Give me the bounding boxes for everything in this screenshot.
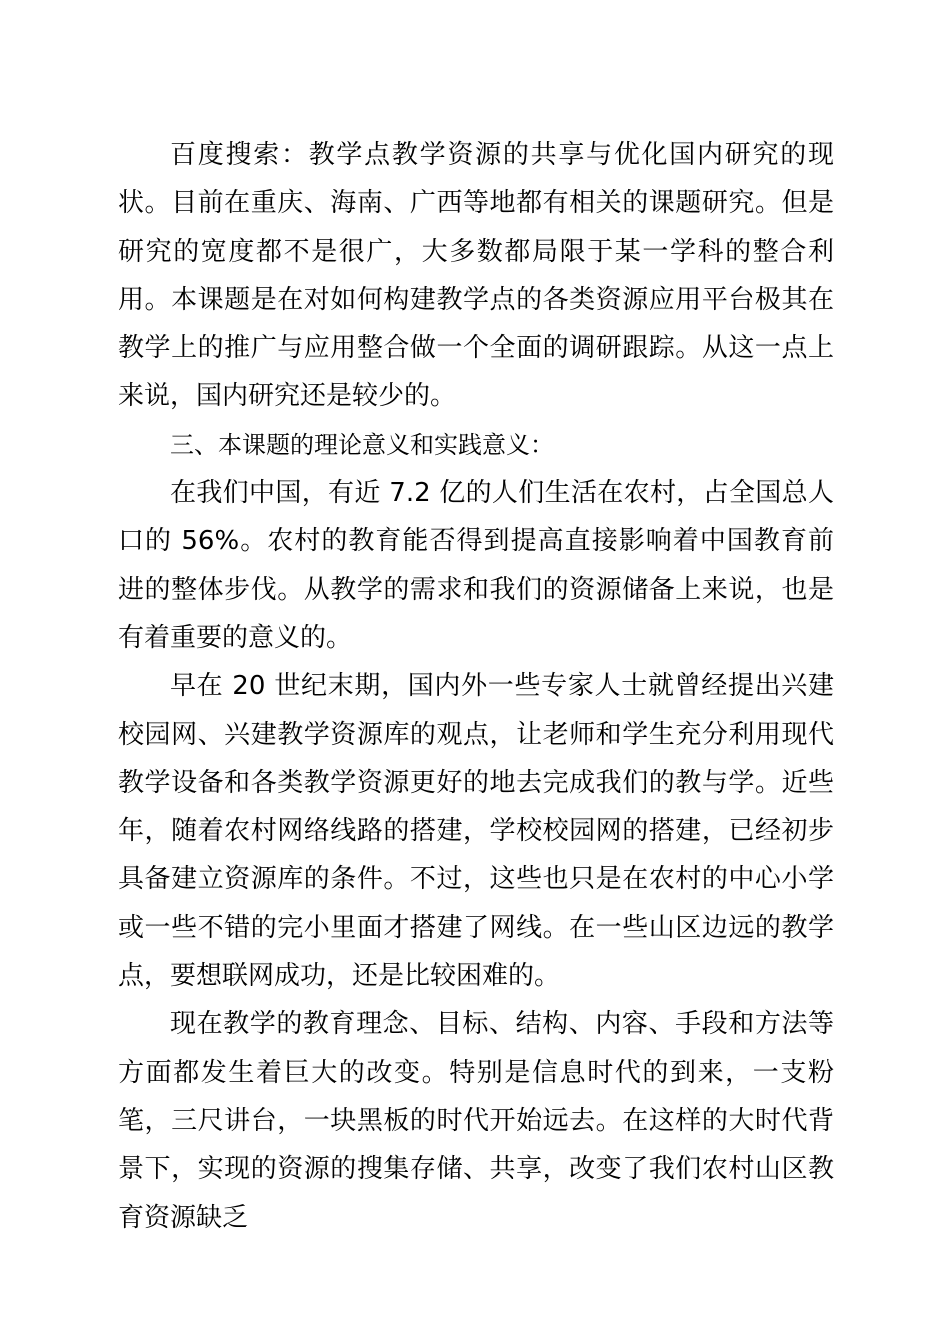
document-body bbox=[118, 131, 834, 1242]
section-heading-significance: 三、本课题的理论意义和实践意义： bbox=[170, 430, 554, 459]
paragraph-domestic-research-status: 百度搜索：教学点教学资源的共享与优化国内研究的现状。目前在重庆、海南、广西等地都有相关的课题研究。但是研究的宽度都不是很广，大多数都局限于某一学科的整合利用。本课题是在对如何构建教学点的各类资源应用平台极其在教学上的推广与应用整合做一个全面的调研跟踪。从这一点上来说，国内研究还是较少的。 bbox=[118, 140, 834, 412]
paragraph-rural-population: 在我们中国，有近 7.2 亿的人们生活在农村，占全国总人口的 56%。农村的教育能否得到提高直接影响着中国教育前进的整体步伐。从教学的需求和我们的资源储备上来说，也是有着重要的意义的。 bbox=[118, 478, 834, 653]
paragraph-education-change: 现在教学的教育理念、目标、结构、内容、手段和方法等方面都发生着巨大的改变。特别是信息时代的到来，一支粉笔，三尺讲台，一块黑板的时代开始远去。在这样的大时代背景下，实现的资源的搜集存储、共享，改变了我们农村山区教育资源缺乏 bbox=[118, 1009, 834, 1233]
paragraph-campus-network-history: 早在 20 世纪末期，国内外一些专家人士就曾经提出兴建校园网、兴建教学资源库的观点，让老师和学生充分利用现代教学设备和各类教学资源更好的地去完成我们的教与学。近些年，随着农村网络线路的搭建，学校校园网的搭建，已经初步具备建立资源库的条件。不过，这些也只是在农村的中心小学或一些不错的完小里面才搭建了网线。在一些山区边远的教学点，要想联网成功，还是比较困难的。 bbox=[118, 671, 834, 992]
